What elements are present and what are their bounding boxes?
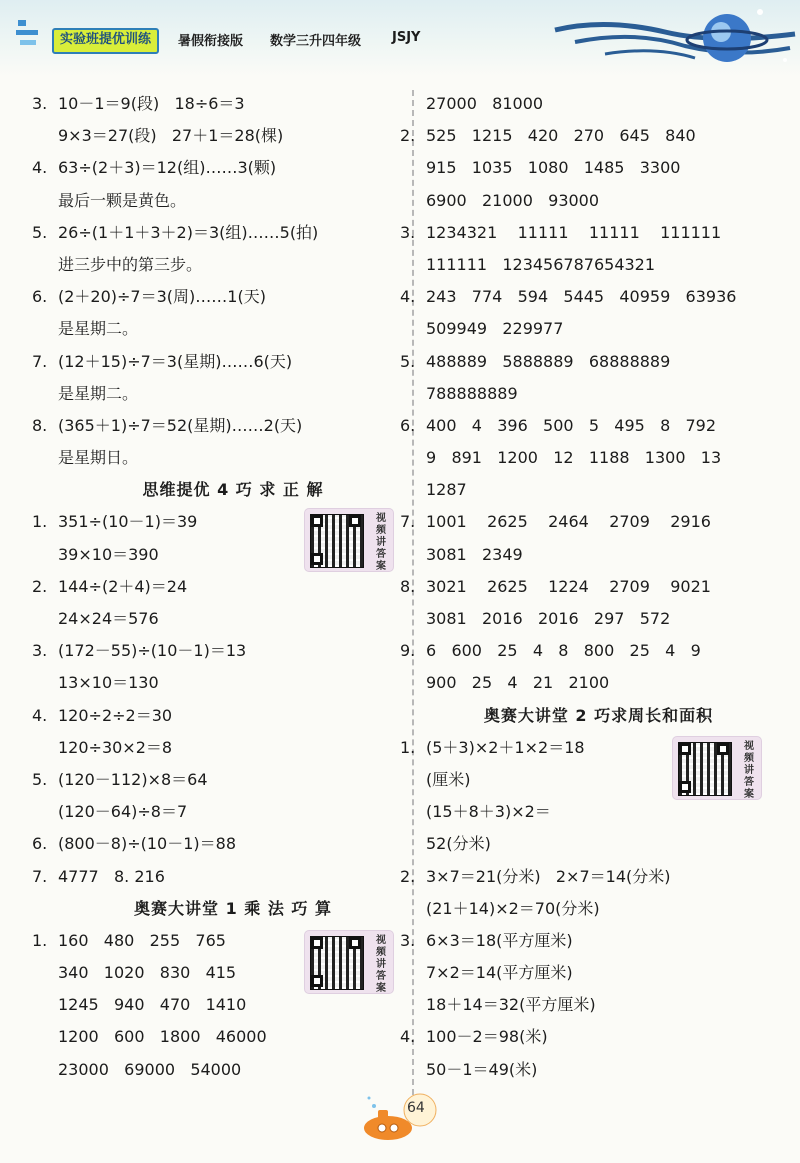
answer-line [32,764,408,796]
answer-line [58,989,408,1021]
answer-text: 509949 229977 [426,319,564,339]
answer-line [400,217,771,249]
answer-text: (5＋3)×2＋1×2＝18 [426,737,585,757]
answer-line [426,88,771,120]
answer-text: (厘米) [426,769,471,789]
answer-line [426,828,771,860]
section-heading: 奥赛大讲堂 1 乘 法 巧 算 [134,898,332,918]
answer-line [58,249,408,281]
answer-text: 24×24＝576 [58,609,159,628]
answer-text: 6×3＝18(平方厘米) [426,930,573,950]
answer-line [426,989,771,1021]
answer-text: 1245 940 470 1410 [58,995,247,1015]
answer-text: (800－8)÷(10－1)＝88 [58,834,236,854]
answer-text: 243 774 594 5445 40959 63936 [426,287,737,307]
answer-text: 900 25 4 21 2100 [426,673,610,693]
answer-line [426,667,771,699]
answer-text: 1287 [426,480,467,500]
answer-text: (15＋8＋3)×2＝ [426,802,551,822]
answer-line [426,185,771,217]
question-number: 7. [400,512,416,532]
question-number: 7. [32,866,48,886]
answer-text: (120－64)÷8＝7 [58,802,188,822]
question-number: 1. [32,930,48,950]
answer-text: 340 1020 830 415 [58,963,237,983]
answer-text: 18＋14＝32(平方厘米) [426,995,596,1015]
answer-line [58,185,408,217]
answer-line [32,410,408,442]
answer-line [426,603,771,635]
qr-label: 视频讲答案 [376,513,386,572]
answer-text: 是星期二。 [58,319,139,339]
section-heading: 奥赛大讲堂 2 巧求周长和面积 [483,705,714,725]
answer-text: 1200 600 1800 46000 [58,1027,267,1047]
answer-text: 3×7＝21(分米) 2×7＝14(分米) [426,866,671,886]
answer-line [58,732,408,764]
answer-line [32,635,408,667]
answer-text: 915 1035 1080 1485 3300 [426,158,681,178]
video-qr-card[interactable] [304,930,394,994]
page-number: 64 [407,1100,425,1116]
answer-text: 3021 2625 1224 2709 9021 [426,576,711,596]
video-qr-card[interactable] [304,508,394,572]
question-number: 6. [400,415,416,435]
answer-text: 400 4 396 500 5 495 8 792 [426,415,717,435]
answer-text: 9 891 1200 12 1188 1300 13 [426,448,722,468]
question-number: 3. [32,641,48,661]
answer-line [400,120,771,152]
answer-text: 进三步中的第三步。 [58,254,203,274]
answer-line [400,1021,771,1053]
section-heading: 思维提优 4 巧 求 正 解 [142,480,324,500]
answer-line [32,828,408,860]
answer-text: (365＋1)÷7＝52(星期)……2(天) [58,415,303,435]
answer-line [426,313,771,345]
answer-text: 100－2＝98(米) [426,1027,548,1047]
edition-code: JSJY [392,30,421,45]
answer-text: 27000 81000 [426,94,544,113]
answer-line [400,410,771,442]
answer-text: 160 480 255 765 [58,930,226,950]
answer-line [58,796,408,828]
answer-line [426,442,771,474]
answer-text: 50－1＝49(米) [426,1059,538,1079]
answer-line [58,1054,408,1086]
answer-text: 144÷(2＋4)＝24 [58,576,188,596]
answer-text: 6 600 25 4 8 800 25 4 9 [426,641,701,661]
answer-line [426,249,771,281]
question-number: 2. [400,866,416,886]
question-number: 3. [32,94,48,113]
question-number: 5. [400,351,416,371]
answer-text: (2＋20)÷7＝3(周)……1(天) [58,287,266,307]
answer-text: 788888889 [426,383,518,403]
answer-text: 3081 2349 [426,544,523,564]
answer-text: 26÷(1＋1＋3＋2)＝3(组)……5(拍) [58,222,319,242]
question-number: 3. [400,930,416,950]
answer-text: 111111 123456787654321 [426,254,656,274]
answer-line [32,88,408,120]
answer-text: 120÷30×2＝8 [58,737,173,757]
answer-line [400,346,771,378]
answer-line [58,442,408,474]
answer-text: 39×10＝390 [58,544,159,564]
question-number: 5. [32,222,48,242]
answer-line [426,474,771,506]
answer-line [426,957,771,989]
answer-line [58,378,408,410]
answer-line [58,603,408,635]
answer-text: 63÷(2＋3)＝12(组)……3(颗) [58,158,277,178]
question-number: 1. [400,737,416,757]
edition-label: 暑假衔接版 [178,34,244,49]
answer-line [400,571,771,603]
answer-line [58,667,408,699]
question-number: 9. [400,641,416,661]
answer-text: (172－55)÷(10－1)＝13 [58,641,247,661]
answer-text: 525 1215 420 270 645 840 [426,126,696,146]
question-number: 6. [32,834,48,854]
answer-text: (21＋14)×2＝70(分米) [426,898,600,918]
answer-line [32,700,408,732]
answer-text: 7×2＝14(平方厘米) [426,963,573,983]
answer-text: 是星期二。 [58,383,139,403]
answer-text: 3081 2016 2016 297 572 [426,609,671,628]
answer-line [32,861,408,893]
answer-line [400,506,771,538]
answer-line [426,893,771,925]
answer-line [426,1054,771,1086]
pencil-icon [14,16,40,52]
answer-line [32,152,408,184]
answer-line [400,281,771,313]
answer-line [32,281,408,313]
answer-line [426,152,771,184]
answer-line [400,861,771,893]
answer-line [58,120,408,152]
question-number: 8. [32,415,48,435]
question-number: 2. [400,126,416,146]
question-number: 2. [32,576,48,596]
subject-label: 数学三升四年级 [270,34,362,49]
question-number: 3. [400,222,416,242]
planet-illustration [545,0,800,80]
question-number: 1. [32,512,48,532]
answer-line [400,635,771,667]
answer-line [32,217,408,249]
answer-text: 9×3＝27(段) 27＋1＝28(棵) [58,126,284,146]
answer-text: (120－112)×8＝64 [58,769,208,789]
question-number: 4. [400,287,416,307]
answer-text: 10－1＝9(段) 18÷6＝3 [58,94,245,113]
submarine-icon [360,1088,450,1148]
answer-line [32,346,408,378]
answer-text: 1234321 11111 11111 111111 [426,222,722,242]
question-number: 6. [32,287,48,307]
right-column [400,88,771,1086]
answer-text: 最后一颗是黄色。 [58,190,187,210]
answer-line [58,1021,408,1053]
page-header [0,0,800,76]
answer-line [32,571,408,603]
video-qr-card[interactable] [672,736,762,800]
answer-text: 4777 8. 216 [58,866,165,886]
answer-text: 52(分米) [426,834,491,854]
question-number: 7. [32,351,48,371]
answer-text: 6900 21000 93000 [426,190,600,210]
answer-line [426,378,771,410]
answer-line [400,925,771,957]
qr-label: 视频讲答案 [376,935,386,994]
answer-line [426,796,771,828]
answer-text: (12＋15)÷7＝3(星期)……6(天) [58,351,293,371]
question-number: 4. [32,158,48,178]
question-number: 8. [400,576,416,596]
answer-text: 23000 69000 54000 [58,1059,242,1079]
series-badge: 实验班提优训练 [52,28,159,54]
question-number: 4. [400,1027,416,1047]
answer-text: 1001 2625 2464 2709 2916 [426,512,711,532]
question-number: 4. [32,705,48,725]
answer-line [426,539,771,571]
answer-text: 13×10＝130 [58,673,159,693]
answer-text: 是星期日。 [58,448,139,468]
answer-text: 488889 5888889 68888889 [426,351,671,371]
answer-text: 351÷(10－1)＝39 [58,512,198,532]
answer-line [58,313,408,345]
answer-text: 120÷2÷2＝30 [58,705,173,725]
question-number: 5. [32,769,48,789]
qr-label: 视频讲答案 [744,741,754,800]
